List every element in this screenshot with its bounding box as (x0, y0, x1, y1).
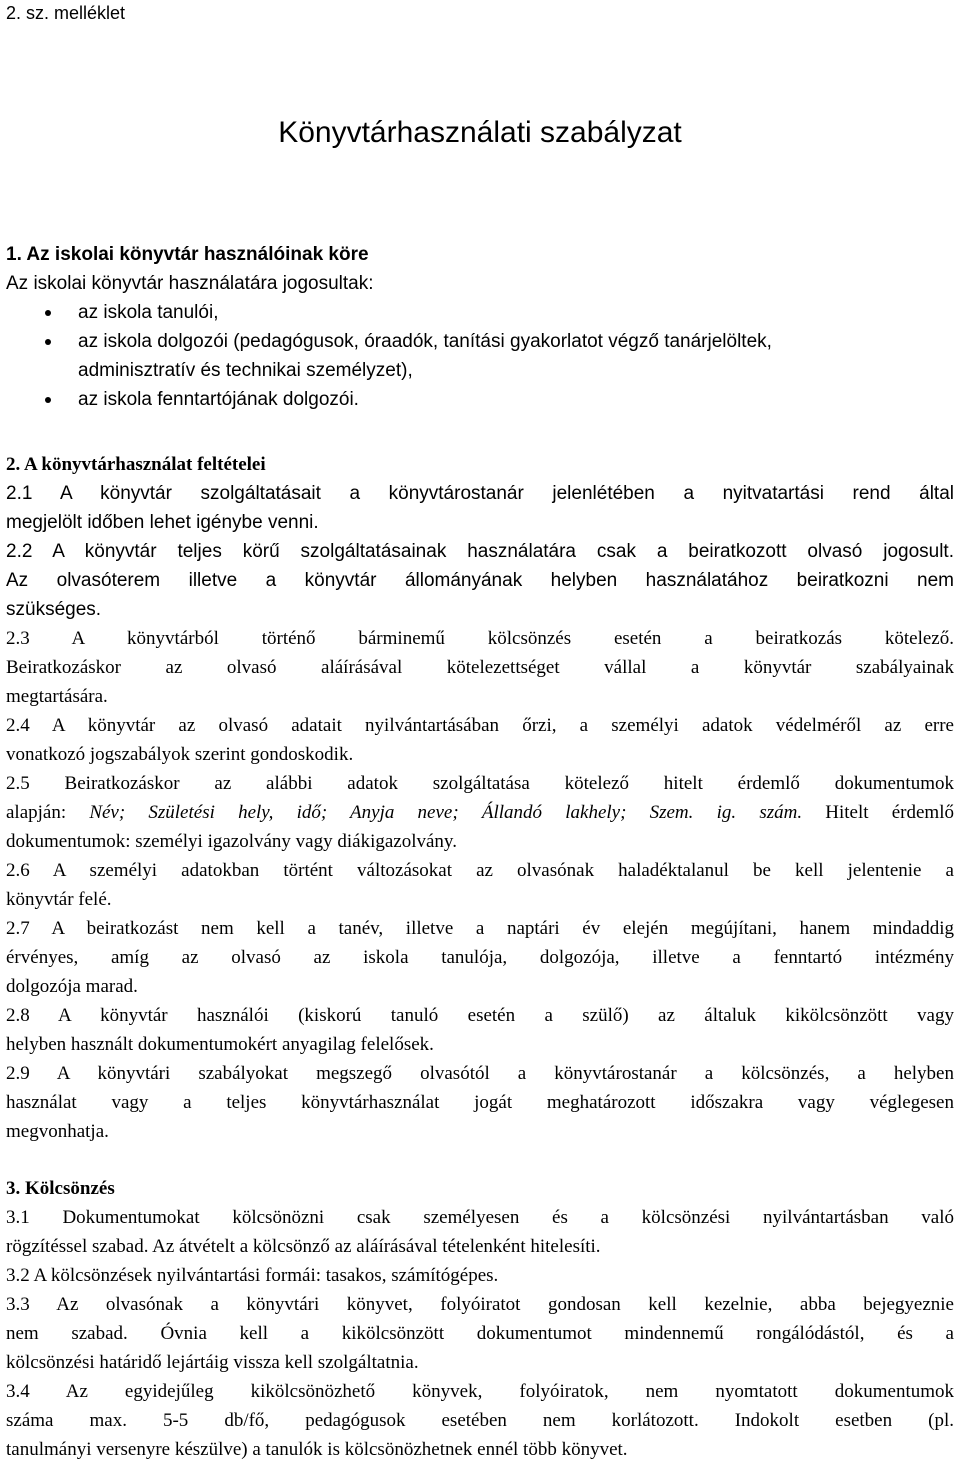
required-fields-list: Név; Születési hely, idő; Anyja neve; Állandó lakhely; Szem. ig. szám. (89, 802, 803, 823)
paragraph-line: Beiratkozáskor az olvasó aláírásával kötelezettséget vállal a könyvtár szabályainak (6, 657, 954, 678)
section-2-heading: 2. A könyvtárhasználat feltételei (6, 454, 266, 475)
section-1-intro: Az iskolai könyvtár használatára jogosultak: (6, 273, 374, 294)
paragraph-line: használat vagy a teljes könyvtárhasználat jogát meghatározott időszakra vagy véglegesen (6, 1092, 954, 1113)
paragraph-line: megtartására. (6, 686, 108, 707)
paragraph-line: könyvtár felé. (6, 889, 112, 910)
paragraph-line: dokumentumok: személyi igazolvány vagy diákigazolvány. (6, 831, 457, 852)
section-3 (6, 1174, 954, 1464)
paragraph-line: érvényes, amíg az olvasó az iskola tanulója, dolgozója, illetve a fenntartó intézmény (6, 947, 954, 968)
paragraph-line: megjelölt időben lehet igénybe venni. (6, 512, 319, 533)
paragraph-line: 2.5 Beiratkozáskor az alábbi adatok szolgáltatása kötelező hitelt érdemlő dokumentumok (6, 773, 954, 794)
list-item: az iskola dolgozói (pedagógusok, óraadók, tanítási gyakorlatot végző tanárjelöltek, (6, 327, 954, 356)
paragraph-line: 3.2 A kölcsönzések nyilvántartási formái: tasakos, számítógépes. (6, 1265, 499, 1286)
list-item-continuation: adminisztratív és technikai személyzet), (78, 360, 413, 381)
paragraph-line: helyben használt dokumentumokért anyagilag felelősek. (6, 1034, 434, 1055)
section-3-heading: 3. Kölcsönzés (6, 1178, 115, 1199)
paragraph-line: 3.4 Az egyidejűleg kikölcsönözhető könyvek, folyóiratok, nem nyomtatott dokumentumok (6, 1381, 954, 1402)
paragraph-line: megvonhatja. (6, 1121, 109, 1142)
list-item: az iskola tanulói, (6, 298, 954, 327)
paragraph-line: Az olvasóterem illetve a könyvtár állományának helyben használatához beiratkozni nem (6, 570, 954, 591)
paragraph-line: 3.1 Dokumentumokat kölcsönözni csak személyesen és a kölcsönzési nyilvántartásban való (6, 1207, 954, 1228)
paragraph-line: rögzítéssel szabad. Az átvételt a kölcsönző az aláírásával tételenként hitelesíti. (6, 1236, 601, 1257)
paragraph-line: dolgozója marad. (6, 976, 138, 997)
paragraph-line: 2.8 A könyvtár használói (kiskorú tanuló esetén a szülő) az általuk kikölcsönzött vagy (6, 1005, 954, 1026)
paragraph-line: 2.2 A könyvtár teljes körű szolgáltatásainak használatára csak a beiratkozott olvasó jogosult. (6, 541, 954, 562)
bullet-icon (45, 397, 51, 403)
paragraph-line: 2.9 A könyvtári szabályokat megszegő olvasótól a könyvtárostanár a kölcsönzés, a helyben (6, 1063, 954, 1084)
paragraph-line: 2.7 A beiratkozást nem kell a tanév, illetve a naptári év elején megújítani, hanem mindaddig (6, 918, 954, 939)
bullet-icon (45, 339, 51, 345)
paragraph-line: kölcsönzési határidő lejártáig vissza kell szolgáltatnia. (6, 1352, 419, 1373)
paragraph-line: alapján: Név; Születési hely, idő; Anyja neve; Állandó lakhely; Szem. ig. szám. Hitelt érdemlő (6, 802, 954, 823)
section-1 (6, 240, 954, 414)
paragraph-line: 3.3 Az olvasónak a könyvtári könyvet, folyóiratot gondosan kell kezelnie, abba bejegyeznie (6, 1294, 954, 1315)
page-title: Könyvtárhasználati szabályzat (278, 116, 682, 149)
list-item: az iskola fenntartójának dolgozói. (6, 385, 954, 414)
paragraph-line: tanulmányi versenyre készülve) a tanulók is kölcsönözhetnek ennél több könyvet. (6, 1439, 628, 1460)
section-1-heading: 1. Az iskolai könyvtár használóinak köre (6, 244, 369, 265)
section-2 (6, 450, 954, 1146)
annex-label: 2. sz. melléklet (6, 3, 126, 23)
bullet-icon (45, 310, 51, 316)
paragraph-line: szükséges. (6, 599, 102, 620)
paragraph-line: 2.6 A személyi adatokban történt változásokat az olvasónak haladéktalanul be kell jelentenie a (6, 860, 954, 881)
paragraph-line: vonatkozó jogszabályok szerint gondoskodik. (6, 744, 354, 765)
paragraph-line: 2.4 A könyvtár az olvasó adatait nyilvántartásában őrzi, a személyi adatok védelméről az erre (6, 715, 954, 736)
paragraph-line: 2.3 A könyvtárból történő bárminemű kölcsönzés esetén a beiratkozás kötelező. (6, 628, 954, 649)
paragraph-line: 2.1 A könyvtár szolgáltatásait a könyvtárostanár jelenlétében a nyitvatartási rend által (6, 483, 954, 504)
paragraph-line: száma max. 5-5 db/fő, pedagógusok esetében nem korlátozott. Indokolt esetben (pl. (6, 1410, 954, 1431)
paragraph-line: nem szabad. Óvnia kell a kikölcsönzött dokumentumot mindennemű rongálódástól, és a (6, 1323, 954, 1344)
